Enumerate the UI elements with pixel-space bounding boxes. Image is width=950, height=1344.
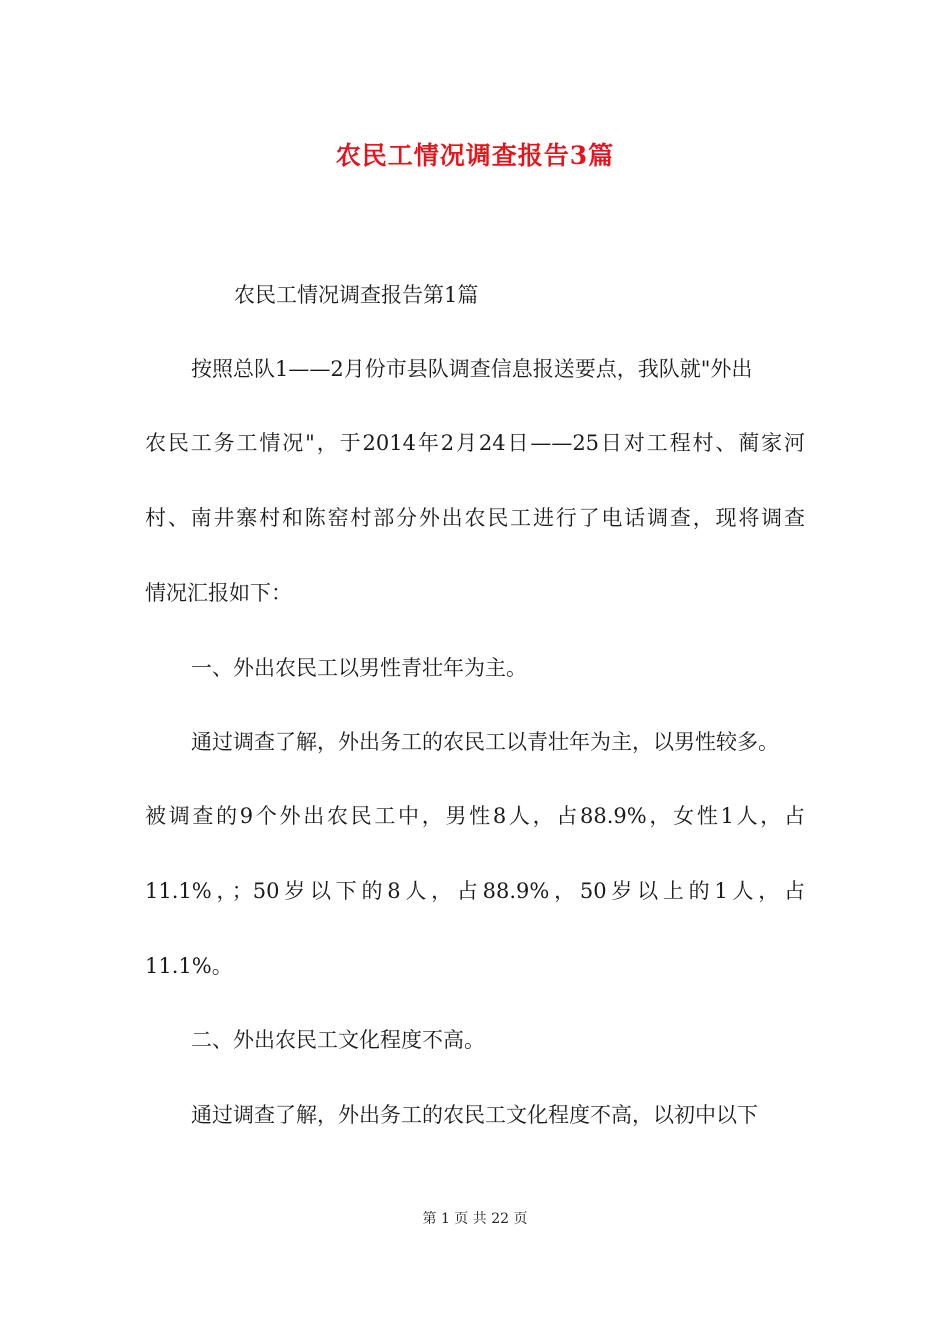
section-heading: 一、外出农民工以男性青壮年为主。 bbox=[191, 656, 527, 680]
paragraph-line: 通过调查了解，外出务工的农民工文化程度不高，以初中以下 bbox=[191, 1103, 758, 1127]
page-number: 第 1 页 共 22 页 bbox=[422, 1211, 528, 1227]
paragraph-line: 11.1%，；50岁以下的8人，占88.9%，50岁以上的1人，占 bbox=[145, 879, 805, 903]
paragraph-line: 村、南井寨村和陈窑村部分外出农民工进行了电话调查，现将调查 bbox=[145, 506, 805, 530]
paragraph-line: 被调查的9个外出农民工中，男性8人，占88.9%，女性1人，占 bbox=[145, 804, 805, 828]
document-title: 农民工情况调查报告3篇 bbox=[335, 141, 615, 170]
paragraph-line: 农民工务工情况"，于2014年2月24日——25日对工程村、蔺家河 bbox=[145, 431, 805, 455]
section-heading: 二、外出农民工文化程度不高。 bbox=[191, 1028, 485, 1052]
paragraph-line: 按照总队1——2月份市县队调查信息报送要点，我队就"外出 bbox=[191, 357, 753, 381]
paragraph-line: 11.1%。 bbox=[145, 954, 233, 978]
section-subtitle: 农民工情况调查报告第1篇 bbox=[234, 283, 479, 307]
paragraph-line: 通过调查了解，外出务工的农民工以青壮年为主，以男性较多。 bbox=[191, 730, 779, 754]
paragraph-line: 情况汇报如下： bbox=[145, 581, 292, 605]
